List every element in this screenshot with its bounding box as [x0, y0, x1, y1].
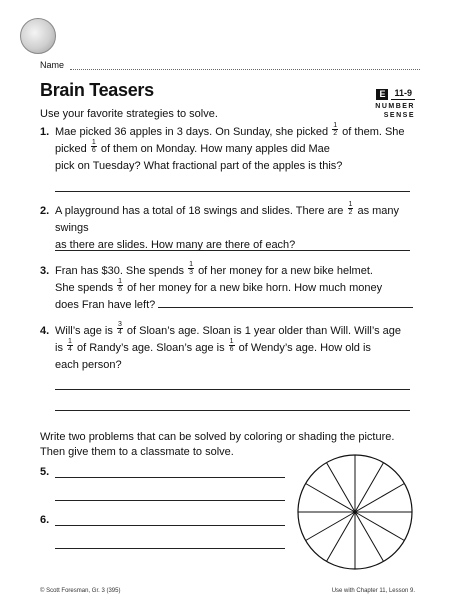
question-text: is	[55, 342, 63, 354]
name-label: Name	[40, 60, 65, 70]
footer-copyright: © Scott Foresman, Gr. 3 (395)	[40, 588, 121, 594]
answer-line-4b[interactable]	[55, 410, 410, 411]
question-4	[40, 320, 420, 374]
fraction: $\frac{3}{4}$	[117, 320, 122, 336]
answer-line-5a[interactable]	[55, 477, 285, 478]
instruction-line: Then give them to a classmate to solve.	[40, 446, 234, 458]
instruction-line: Write two problems that can be solved by coloring or shading the picture.	[40, 431, 395, 443]
question-text: does Fran have left?	[55, 299, 156, 311]
question-text: of Randy’s age. Sloan’s age is	[76, 342, 225, 354]
answer-line-5b[interactable]	[55, 500, 285, 501]
fraction: $\frac{1}{6}$	[229, 337, 234, 353]
question-number: 4.	[40, 325, 50, 337]
badge-letter: E	[376, 89, 388, 100]
question-text: Will’s age is	[55, 325, 113, 337]
question-6-number: 6.	[40, 514, 50, 526]
strand-line-2: SENSE	[383, 112, 415, 119]
answer-line-2[interactable]	[55, 250, 410, 251]
answer-line-6b[interactable]	[55, 548, 285, 549]
answer-line-6a[interactable]	[55, 525, 285, 526]
lesson-badge	[376, 88, 415, 100]
question-number: 2.	[40, 205, 50, 217]
question-text: of them. She	[342, 126, 405, 138]
fraction: $\frac{1}{4}$	[68, 337, 72, 353]
fraction: $\frac{1}{2}$	[333, 121, 338, 137]
badge-number: 11-9	[391, 88, 415, 100]
question-3	[40, 260, 420, 314]
question-text: Mae picked 36 apples in 3 days. On Sunday, she picked	[55, 126, 329, 138]
question-number: 1.	[40, 126, 50, 138]
answer-line-4a[interactable]	[55, 389, 410, 390]
question-text: of Sloan’s age. Sloan is 1 year older than Will. Will’s age	[126, 325, 402, 337]
strand-label	[355, 102, 415, 120]
answer-line-3[interactable]	[158, 297, 413, 308]
fraction: $\frac{1}{3}$	[189, 260, 193, 276]
name-field-line[interactable]	[70, 69, 420, 70]
question-text: each person?	[55, 359, 122, 371]
question-5-number: 5.	[40, 466, 50, 478]
strand-line-1: NUMBER	[375, 103, 415, 110]
question-text: of her money for a new bike horn. How much money	[127, 282, 383, 294]
question-number: 3.	[40, 265, 50, 277]
publisher-logo-icon	[20, 18, 56, 54]
question-text: pick on Tuesday? What fractional part of the apples is this?	[55, 160, 343, 172]
question-text: as there are slides. How many are there of each?	[55, 239, 296, 251]
fraction: $\frac{1}{2}$	[348, 200, 353, 216]
question-text: of them on Monday. How many apples did Mae	[100, 143, 330, 155]
footer-lesson: Use with Chapter 11, Lesson 9.	[331, 588, 415, 594]
fraction: $\frac{1}{6}$	[91, 138, 96, 154]
question-text: picked	[55, 143, 87, 155]
fraction: $\frac{1}{6}$	[118, 277, 123, 293]
question-text: of her money for a new bike helmet.	[198, 265, 373, 277]
question-text: Fran has $30. She spends	[55, 265, 185, 277]
question-1	[40, 121, 420, 175]
question-text: She spends	[55, 282, 114, 294]
question-text: A playground has a total of 18 swings and slides. There are	[55, 205, 344, 217]
question-2	[40, 200, 420, 254]
question-text: of Wendy’s age. How old is	[238, 342, 371, 354]
segmented-circle-picture[interactable]	[295, 452, 415, 572]
question-text: as many swings	[55, 205, 400, 234]
page-title: Brain Teasers	[40, 80, 154, 100]
answer-line-1[interactable]	[55, 191, 410, 192]
instructions: Use your favorite strategies to solve.	[40, 108, 218, 120]
